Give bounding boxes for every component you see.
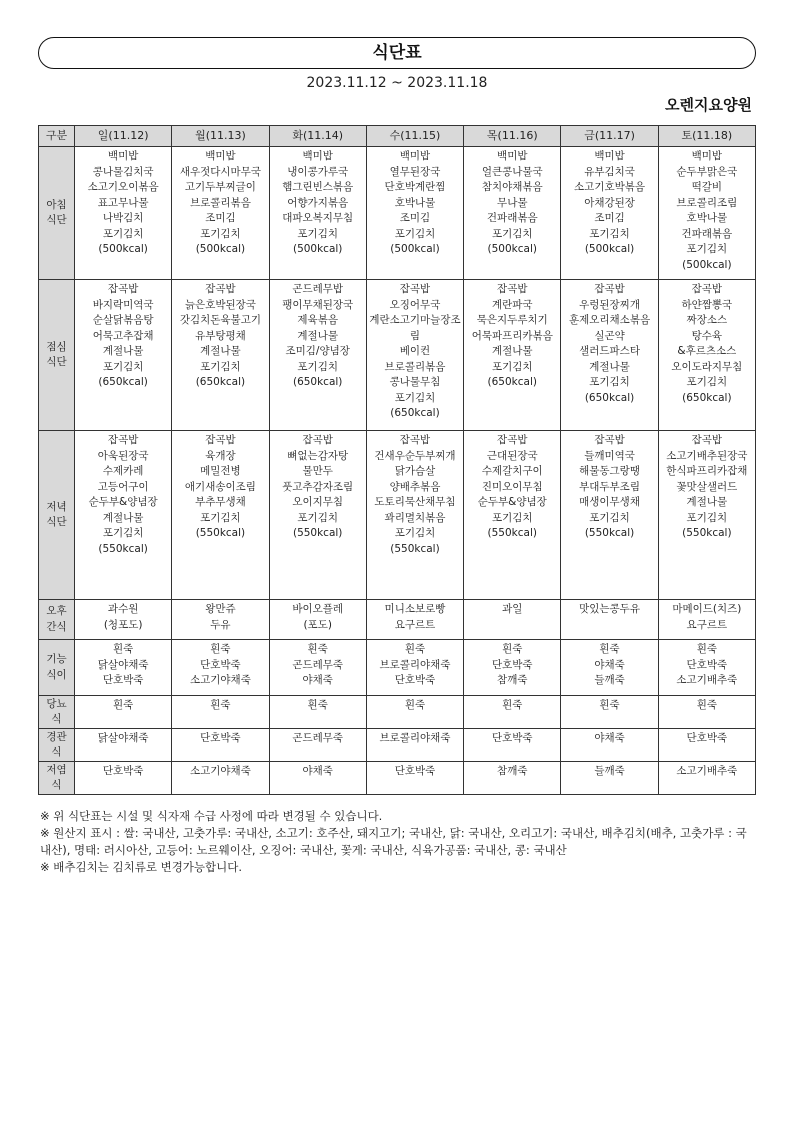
row-label-functional-diet: 기능 식이	[39, 640, 75, 696]
menu-cell: 단호박죽	[75, 762, 172, 795]
row-label-low-sodium: 저염 식	[39, 762, 75, 795]
menu-cell: 브로콜리야채죽	[366, 729, 463, 762]
menu-cell: 잡곡밥 육개장 메밀전병 애기새송이조림 부추무생채 포기김치 (550kcal)	[172, 431, 269, 600]
menu-cell: 백미밥 유부김치국 소고기호박볶음 아채강된장 조미김 포기김치 (500kcal)	[561, 147, 658, 280]
note-change-notice: ※ 위 식단표는 시설 및 식자재 수급 사정에 따라 변경될 수 있습니다.	[40, 809, 383, 823]
row-label-breakfast: 아침 식단	[39, 147, 75, 280]
menu-cell: 백미밥 새우젓다시마무국 고기두부찌글이 브로콜리볶음 조미김 포기김치 (500kcal)	[172, 147, 269, 280]
row-low-sodium	[39, 762, 756, 795]
day-header-fri: 금(11.17)	[561, 126, 658, 147]
row-label-snack: 오후 간식	[39, 600, 75, 640]
menu-cell: 마메이드(치즈) 요구르트	[658, 600, 755, 640]
menu-cell: 잡곡밥 늙은호박된장국 갓김치돈육불고기 유부탕평채 계절나물 포기김치 (650kcal)	[172, 280, 269, 431]
menu-cell: 잡곡밥 근대된장국 수제갈치구이 진미오이무침 순두부&양념장 포기김치 (550kcal)	[464, 431, 561, 600]
menu-cell: 흰죽 단호박죽 소고기야채죽	[172, 640, 269, 696]
menu-cell: 과일	[464, 600, 561, 640]
menu-cell: 흰죽 단호박죽 소고기배추죽	[658, 640, 755, 696]
menu-cell: 소고기배추죽	[658, 762, 755, 795]
row-diabetic-diet	[39, 696, 756, 729]
menu-cell: 단호박죽	[464, 729, 561, 762]
menu-cell: 잡곡밥 뼈없는감자탕 물만두 풋고추감자조림 오이지무침 포기김치 (550kcal)	[269, 431, 366, 600]
menu-cell: 참깨죽	[464, 762, 561, 795]
menu-cell: 과수원 (청포도)	[75, 600, 172, 640]
menu-cell: 단호박죽	[366, 762, 463, 795]
menu-cell: 흰죽	[366, 696, 463, 729]
menu-cell: 백미밥 얼큰콩나물국 참치야채볶음 무나물 건파래볶음 포기김치 (500kcal)	[464, 147, 561, 280]
notes	[40, 808, 756, 876]
menu-cell: 바이오플레 (포도)	[269, 600, 366, 640]
date-range: 2023.11.12 ~ 2023.11.18	[306, 75, 488, 91]
row-functional-diet	[39, 640, 756, 696]
menu-cell: 왕만쥬 두유	[172, 600, 269, 640]
row-label-lunch: 점심 식단	[39, 280, 75, 431]
note-origin: ※ 원산지 표시 : 쌀: 국내산, 고춧가루: 국내산, 소고기: 호주산, 돼지고기; 국내산, 닭: 국내산, 오리고기: 국내산, 배추김치(배추, 고춧가루 : 국내산), 명태: 러시아산, 고등어: 노르웨이산, 오징어: 국내산, 꽃게: 국내산, 식육가공품: 국내산, 콩: 국내산	[40, 826, 747, 857]
menu-cell: 잡곡밥 계란파국 묵은지두루치기 어묵파프리카볶음 계절나물 포기김치 (650kcal)	[464, 280, 561, 431]
menu-cell: 흰죽	[658, 696, 755, 729]
day-header-thu: 목(11.16)	[464, 126, 561, 147]
row-snack	[39, 600, 756, 640]
menu-cell: 흰죽	[561, 696, 658, 729]
menu-cell: 백미밥 냉이콩가루국 햄그린빈스볶음 어향가지볶음 대파오복지무침 포기김치 (500kcal)	[269, 147, 366, 280]
menu-cell: 소고기야채죽	[172, 762, 269, 795]
menu-cell: 맛있는콩두유	[561, 600, 658, 640]
menu-cell: 백미밥 순두부맑은국 떡갈비 브로콜리조림 호박나물 건파래볶음 포기김치 (500kcal)	[658, 147, 755, 280]
row-label-diabetic-diet: 당뇨 식	[39, 696, 75, 729]
menu-cell: 곤드레무죽	[269, 729, 366, 762]
menu-cell: 잡곡밥 오징어무국 계란소고기마늘장조림 베이컨 브로콜리볶음 콩나물무침 포기김치 (650kcal)	[366, 280, 463, 431]
row-tube-feeding	[39, 729, 756, 762]
menu-cell: 잡곡밥 건새우순두부찌개 닭가슴살 양배추볶음 도토리묵산채무침 꽈리멸치볶음 포기김치 (550kcal)	[366, 431, 463, 600]
menu-cell: 단호박죽	[172, 729, 269, 762]
row-dinner	[39, 431, 756, 600]
menu-cell: 야채죽	[269, 762, 366, 795]
menu-cell: 잡곡밥 아욱된장국 수제카레 고등어구이 순두부&양념장 계절나물 포기김치 (550kcal)	[75, 431, 172, 600]
facility-name: 오렌지요양원	[665, 96, 752, 114]
menu-cell: 미니소보로빵 요구르트	[366, 600, 463, 640]
day-header-sun: 일(11.12)	[75, 126, 172, 147]
menu-cell: 흰죽	[464, 696, 561, 729]
menu-cell: 잡곡밥 바지락미역국 순살닭볶음탕 어묵고추잡채 계절나물 포기김치 (650kcal)	[75, 280, 172, 431]
menu-cell: 흰죽 곤드레무죽 야채죽	[269, 640, 366, 696]
day-header-tue: 화(11.14)	[269, 126, 366, 147]
menu-cell: 야채죽	[561, 729, 658, 762]
menu-cell: 백미밥 콩나물김치국 소고기오이볶음 표고무나물 나박김치 포기김치 (500kcal)	[75, 147, 172, 280]
menu-cell: 잡곡밥 우렁된장찌개 훈제오리채소볶음 실곤약 샐러드파스타 계절나물 포기김치 (650kcal)	[561, 280, 658, 431]
menu-cell: 흰죽 야채죽 들깨죽	[561, 640, 658, 696]
row-breakfast	[39, 147, 756, 280]
menu-cell: 들깨죽	[561, 762, 658, 795]
menu-cell: 흰죽	[269, 696, 366, 729]
menu-cell: 잡곡밥 소고기배추된장국 한식파프리카잡채 꽃맛살샐러드 계절나물 포기김치 (550kcal)	[658, 431, 755, 600]
menu-cell: 잡곡밥 하얀짬뽕국 짜장소스 탕수육 &후르츠소스 오이도라지무침 포기김치 (650kcal)	[658, 280, 755, 431]
note-kimchi: ※ 배추김치는 김치류로 변경가능합니다.	[40, 860, 242, 874]
meal-plan-table	[38, 125, 756, 795]
page-title: 식단표	[38, 37, 756, 69]
row-lunch	[39, 280, 756, 431]
row-label-dinner: 저녁 식단	[39, 431, 75, 600]
menu-cell: 닭살야채죽	[75, 729, 172, 762]
day-header-sat: 토(11.18)	[658, 126, 755, 147]
category-header: 구분	[39, 126, 75, 147]
table-header-row	[39, 126, 756, 147]
menu-cell: 흰죽 닭살야채죽 단호박죽	[75, 640, 172, 696]
day-header-wed: 수(11.15)	[366, 126, 463, 147]
day-header-mon: 월(11.13)	[172, 126, 269, 147]
row-label-tube-feeding: 경관 식	[39, 729, 75, 762]
menu-cell: 잡곡밥 들깨미역국 해물동그랑땡 부대두부조림 매생이무생채 포기김치 (550kcal)	[561, 431, 658, 600]
menu-cell: 흰죽	[75, 696, 172, 729]
menu-cell: 흰죽 브로콜리야채죽 단호박죽	[366, 640, 463, 696]
menu-cell: 흰죽 단호박죽 참깨죽	[464, 640, 561, 696]
menu-cell: 곤드레무밥 팽이무채된장국 제육볶음 계절나물 조미김/양념장 포기김치 (650kcal)	[269, 280, 366, 431]
menu-cell: 흰죽	[172, 696, 269, 729]
menu-cell: 단호박죽	[658, 729, 755, 762]
menu-cell: 백미밥 열무된장국 단호박계란찜 호박나물 조미김 포기김치 (500kcal)	[366, 147, 463, 280]
